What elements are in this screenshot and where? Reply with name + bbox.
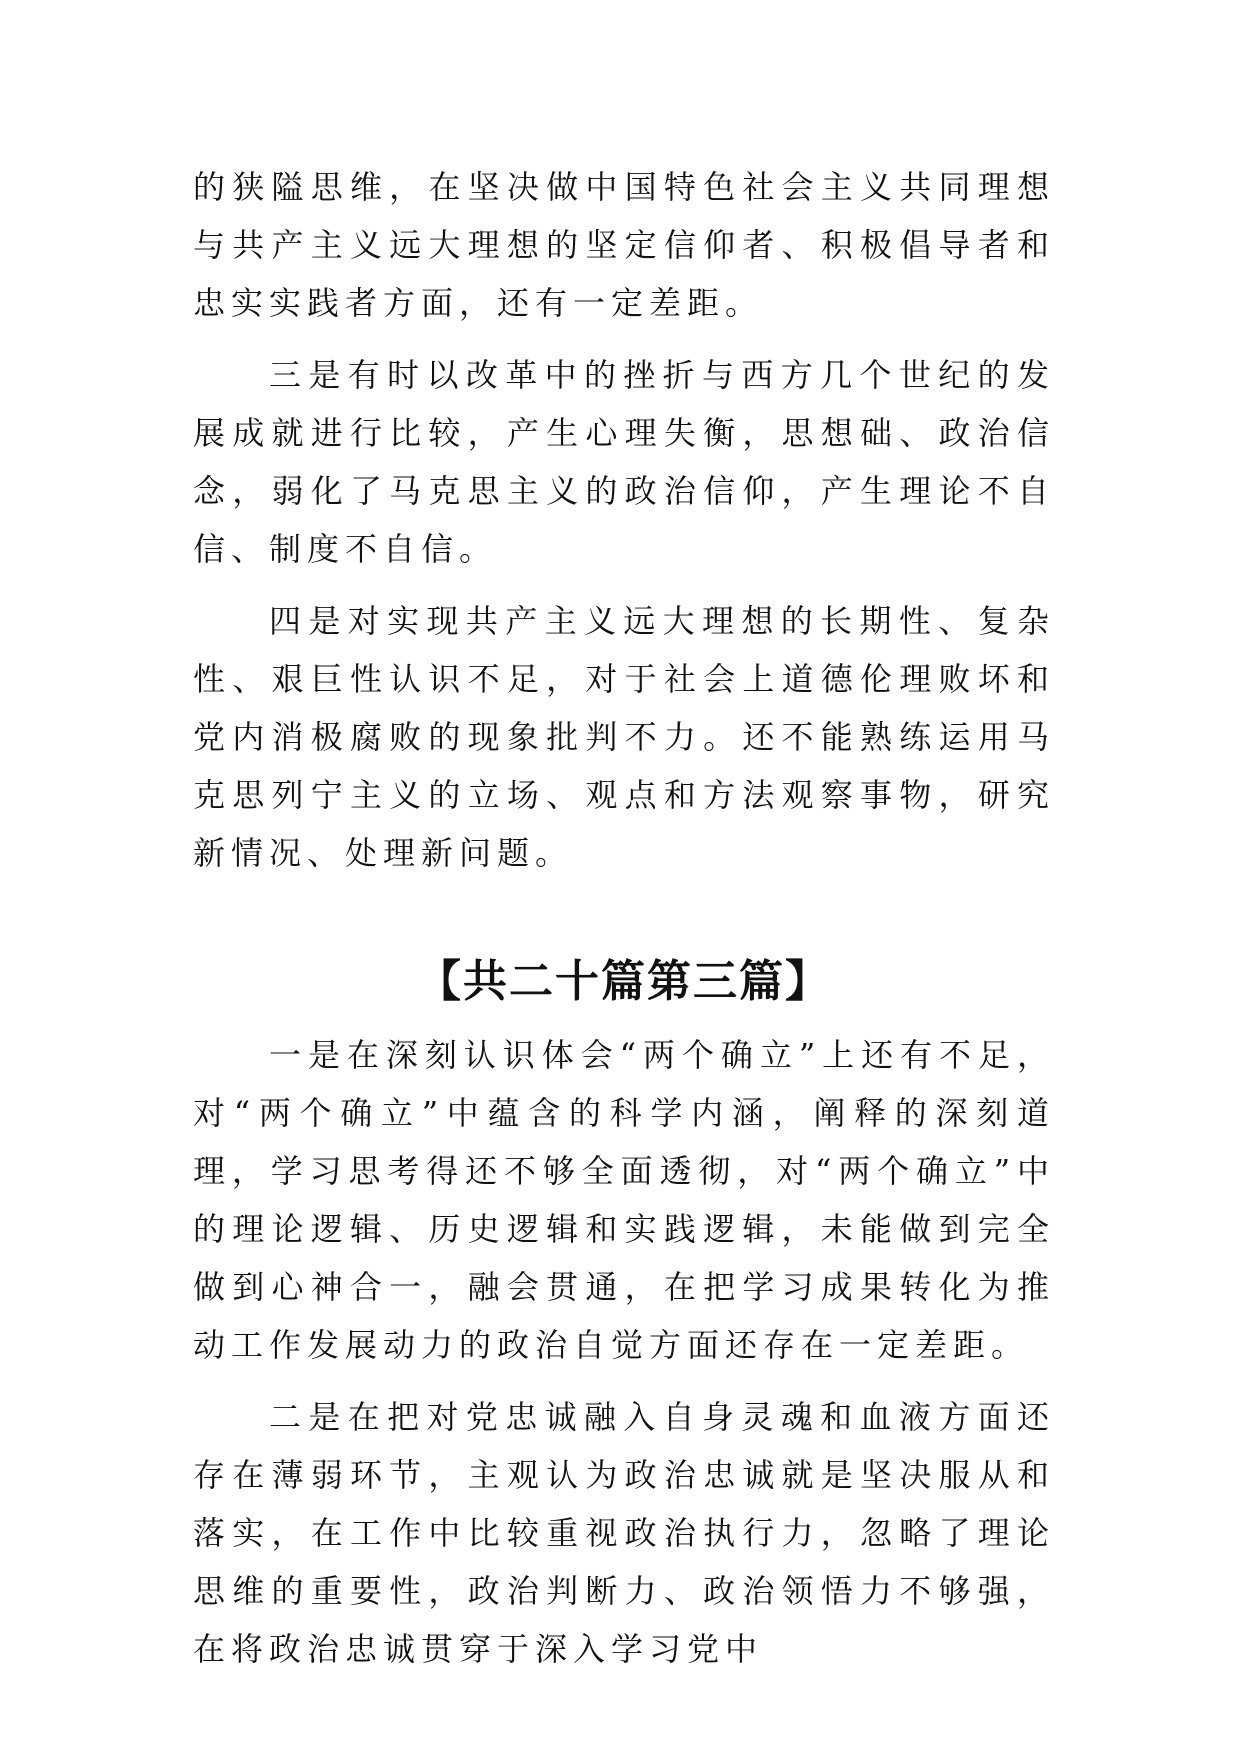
section-title: 【共二十篇第三篇】 [417, 956, 831, 1007]
paragraph-continuation: 的狭隘思维，在坚决做中国特色社会主义共同理想与共产主义远大理想的坚定信仰者、积极倡导者和忠实实践者方面，还有一定差距。 [193, 168, 1055, 322]
paragraph-point-three: 三是有时以改革中的挫折与西方几个世纪的发展成就进行比较，产生心理失衡，思想础、政治信念，弱化了马克思主义的政治信仰，产生理论不自信、制度不自信。 [193, 356, 1055, 568]
paragraph-point-two: 二是在把对党忠诚融入自身灵魂和血液方面还存在薄弱环节，主观认为政治忠诚就是坚决服从和落实，在工作中比较重视政治执行力，忽略了理论思维的重要性，政治判断力、政治领悟力不够强，在将政治忠诚贯穿于深入学习党中 [193, 1398, 1055, 1668]
document-body [193, 158, 1055, 1692]
paragraph-point-one: 一是在深刻认识体会“两个确立”上还有不足，对“两个确立”中蕴含的科学内涵，阐释的深刻道理，学习思考得还不够全面透彻，对“两个确立”中的理论逻辑、历史逻辑和实践逻辑，未能做到完全做到心神合一，融会贯通，在把学习成果转化为推动工作发展动力的政治自觉方面还存在一定差距。 [193, 1036, 1055, 1364]
paragraph-point-four: 四是对实现共产主义远大理想的长期性、复杂性、艰巨性认识不足，对于社会上道德伦理败坏和党内消极腐败的现象批判不力。还不能熟练运用马克思列宁主义的立场、观点和方法观察事物，研究新情况、处理新问题。 [193, 602, 1055, 872]
